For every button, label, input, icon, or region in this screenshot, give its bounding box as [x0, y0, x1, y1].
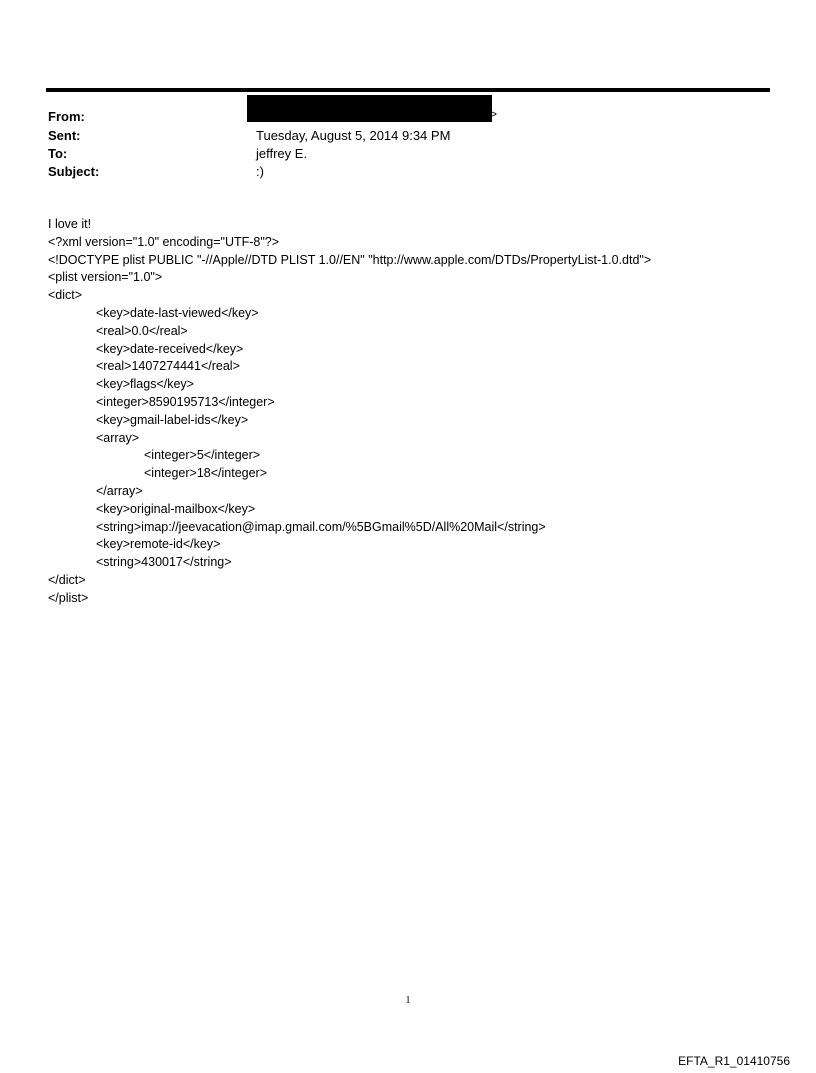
from-value-tail: >	[490, 107, 498, 121]
body-line: <array>	[96, 430, 140, 445]
body-line: <key>date-received</key>	[96, 341, 244, 356]
email-body	[48, 216, 768, 608]
body-line: <key>original-mailbox</key>	[96, 501, 256, 516]
body-line: <real>0.0</real>	[96, 323, 188, 338]
body-line: <key>date-last-viewed</key>	[96, 305, 259, 320]
body-line: <key>remote-id</key>	[96, 537, 221, 552]
body-line: <real>1407274441</real>	[96, 359, 240, 374]
body-line: <string>430017</string>	[96, 555, 232, 570]
page-number: 1	[405, 995, 411, 1006]
body-line: <integer>8590195713</integer>	[96, 394, 275, 409]
body-line: <!DOCTYPE plist PUBLIC "-//Apple//DTD PLIST 1.0//EN" "http://www.apple.com/DTDs/PropertyList-1.0.dtd">	[48, 252, 652, 267]
body-line: <integer>18</integer>	[144, 466, 268, 481]
body-line: <integer>5</integer>	[144, 448, 261, 463]
body-line: </array>	[96, 483, 143, 498]
header-divider-rule	[46, 88, 770, 92]
subject-label: Subject:	[48, 164, 100, 179]
from-label: From:	[48, 109, 85, 124]
bates-number: EFTA_R1_01410756	[678, 1054, 790, 1068]
body-line: I love it!	[48, 217, 92, 231]
body-line: <key>flags</key>	[96, 377, 194, 392]
body-line: <string>imap://jeevacation@imap.gmail.com/%5BGmail%5D/All%20Mail</string>	[96, 519, 546, 534]
body-line: </plist>	[48, 590, 89, 605]
body-line: <?xml version="1.0" encoding="UTF-8"?>	[48, 234, 280, 249]
body-line: </dict>	[48, 572, 86, 587]
to-label: To:	[48, 146, 68, 161]
redaction-block	[247, 95, 492, 122]
subject-value: :)	[256, 164, 264, 179]
to-value: jeffrey E.	[256, 146, 308, 161]
sent-label: Sent:	[48, 128, 81, 143]
sent-value: Tuesday, August 5, 2014 9:34 PM	[256, 128, 451, 143]
body-line: <key>gmail-label-ids</key>	[96, 412, 249, 427]
body-line: <plist version="1.0">	[48, 270, 163, 285]
body-line: <dict>	[48, 288, 83, 303]
